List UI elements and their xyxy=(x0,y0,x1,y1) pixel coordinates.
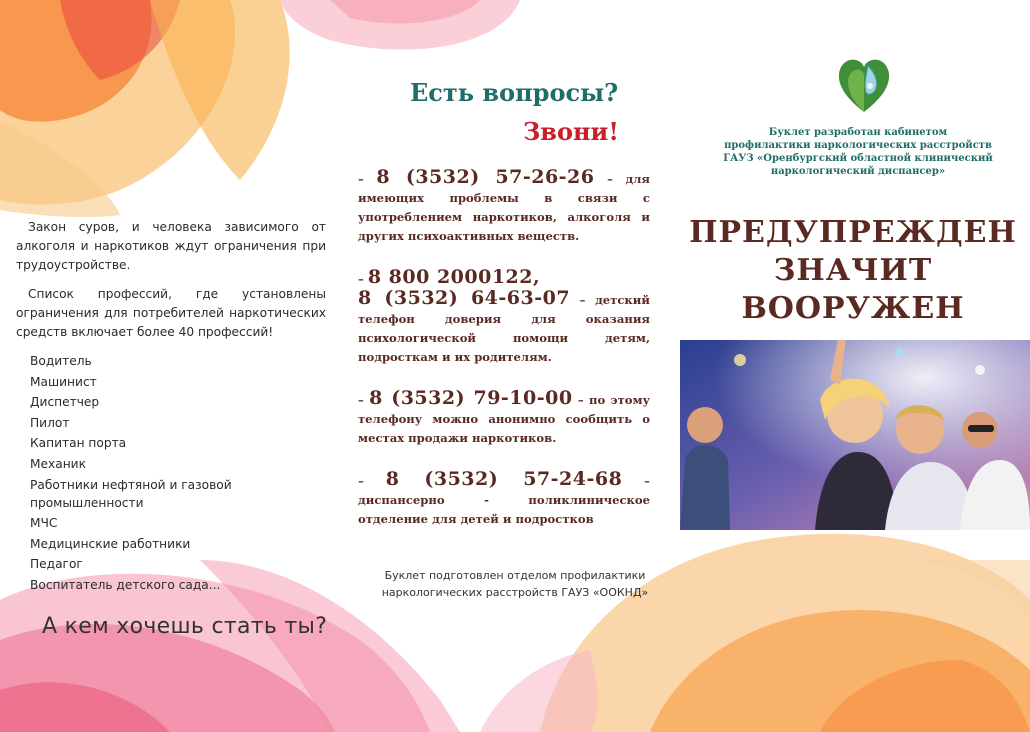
org-line: ГАУЗ «Оренбургский областной клинический xyxy=(723,153,993,164)
phone-entry xyxy=(358,389,650,448)
list-item: Воспитатель детского сада... xyxy=(30,577,221,592)
phone-entry xyxy=(358,470,650,529)
phone-number[interactable]: 8 800 2000122, xyxy=(367,266,541,288)
phone-entry xyxy=(358,268,650,367)
org-line: наркологический диспансер» xyxy=(770,166,946,177)
list-item: Пилот xyxy=(30,415,70,430)
list-item: Диспетчер xyxy=(30,395,100,410)
petal-shape xyxy=(480,650,598,732)
call-heading: Звони! xyxy=(523,117,619,146)
list-item: Машинист xyxy=(30,374,97,389)
list-item: Медицинские работники xyxy=(30,536,191,551)
phone-list xyxy=(358,168,650,551)
party-photo xyxy=(680,340,1030,530)
org-line: Буклет разработан кабинетом xyxy=(768,127,948,138)
dash: – xyxy=(358,474,386,488)
question-heading: Есть вопросы? xyxy=(410,78,619,107)
heart-leaf-logo-icon xyxy=(836,56,892,114)
headline-line: ВООРУЖЕН xyxy=(741,291,965,326)
phone-number[interactable]: 8 (3532) 57-24-68 xyxy=(385,468,623,490)
headline-line: ПРЕДУПРЕЖДЕН xyxy=(689,215,1017,250)
phone-description: – детский телефон доверия для оказания психологической помощи детям, подросткам и их родителям. xyxy=(358,293,650,364)
main-headline xyxy=(686,214,1020,328)
org-line: профилактики наркологических расстройств xyxy=(724,140,992,151)
phone-number[interactable]: 8 (3532) 57-26-26 xyxy=(376,166,595,188)
phone-number[interactable]: 8 (3532) 79-10-00 xyxy=(369,387,573,409)
list-item: Водитель xyxy=(30,354,92,368)
phone-description: – по этому телефону можно анонимно сообщить о местах продажи наркотиков. xyxy=(358,393,650,445)
dash: – xyxy=(358,393,370,407)
intro-paragraph: Закон суров, и человека зависимого от алкоголя и наркотиков ждут ограничения при трудоустройстве. xyxy=(16,220,326,272)
dash: – xyxy=(358,172,377,186)
phone-description: – для имеющих проблемы в связи с употреблением наркотиков, алкоголя и других психоактивных веществ. xyxy=(358,172,650,243)
slogan-text: А кем хочешь стать ты? xyxy=(42,614,328,639)
phone-entry xyxy=(358,168,650,246)
footnote-text: Буклет подготовлен отделом профилактики наркологических расстройств ГАУЗ «ООКНД» xyxy=(381,569,649,599)
professions-list xyxy=(16,352,326,594)
headline-line: ЗНАЧИТ xyxy=(773,253,933,288)
dash: – xyxy=(358,272,368,286)
list-item: Капитан порта xyxy=(30,436,127,451)
list-item: Работники нефтяной и газовой промышленности xyxy=(30,477,232,510)
organization-info xyxy=(700,126,1016,178)
list-item: Механик xyxy=(30,456,86,471)
professions-paragraph: Список профессий, где установлены ограничения для потребителей наркотических средств включает более 40 профессий! xyxy=(16,287,326,339)
list-item: Педагог xyxy=(30,557,83,572)
left-panel xyxy=(16,218,326,597)
list-item: МЧС xyxy=(30,516,58,531)
phone-description: – диспансерно - поликлиническое отделение для детей и подростков xyxy=(358,474,650,526)
phone-number[interactable]: 8 (3532) 64-63-07 xyxy=(358,287,571,309)
